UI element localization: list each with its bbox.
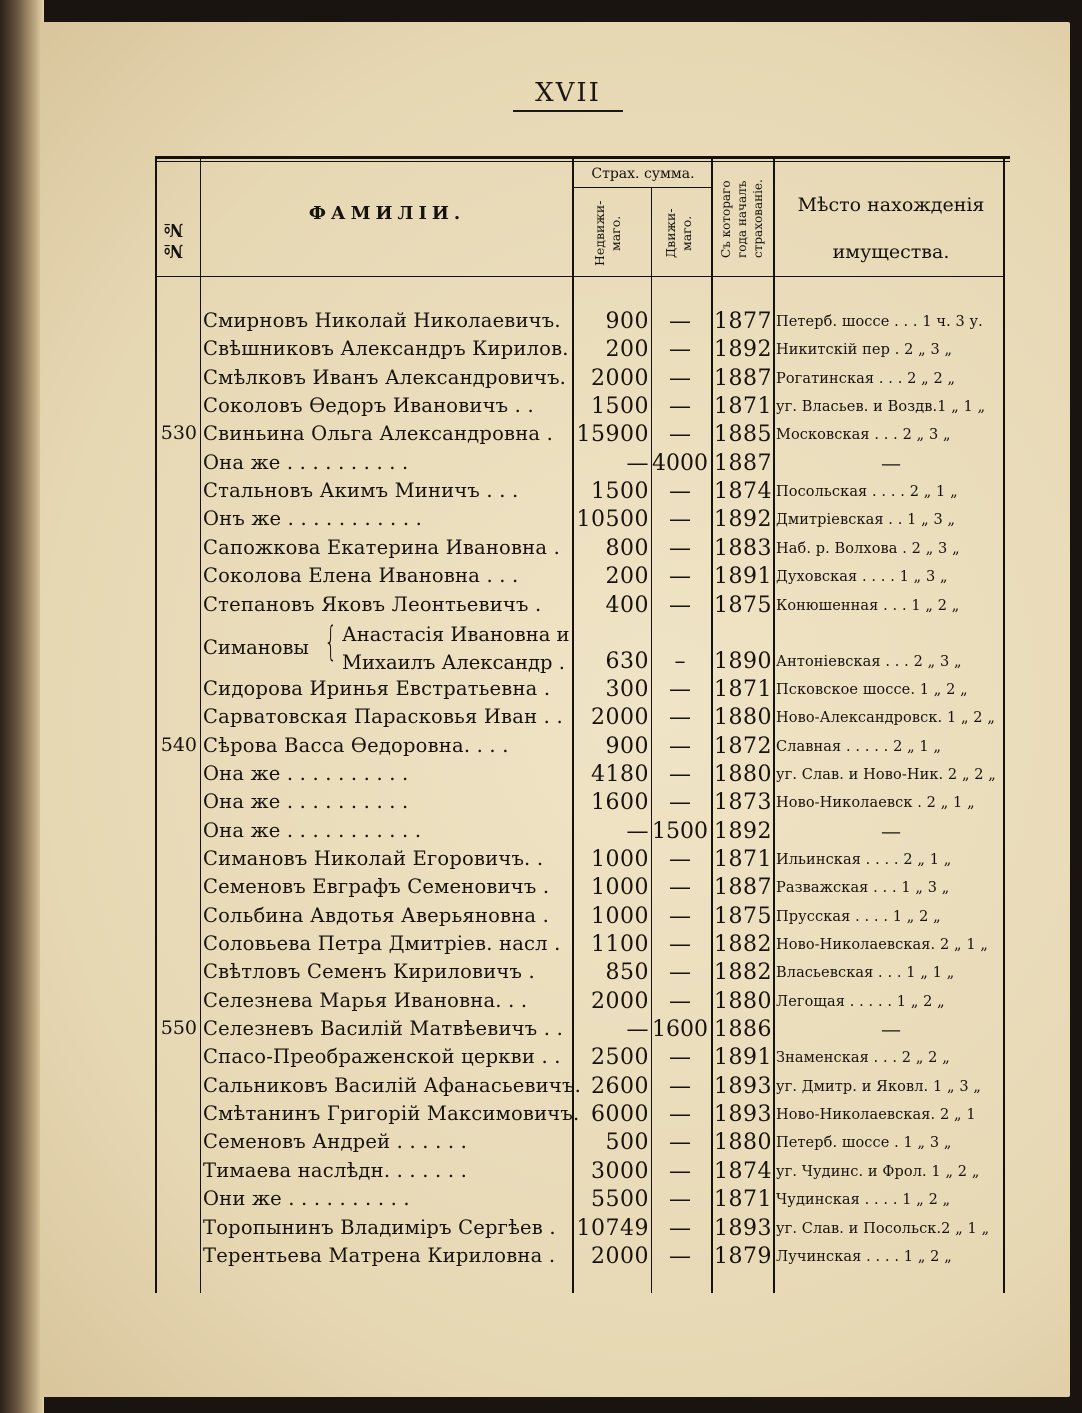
row-name: Соколовъ Ѳедоръ Ивановичъ . .	[203, 394, 534, 418]
row-real-sum: 10500	[576, 507, 649, 533]
sum-group-rule	[574, 187, 712, 188]
table-top-rule	[155, 156, 1010, 159]
row-real-sum: 1000	[591, 846, 649, 872]
row-year: 1874	[714, 1158, 772, 1184]
table-row	[0, 1159, 1082, 1187]
row-name: Селезнева Марья Ивановна. . .	[203, 988, 528, 1012]
row-year: 1871	[714, 394, 772, 420]
row-name: Степановъ Яковъ Леонтьевичъ .	[203, 592, 542, 616]
row-real-sum: 15900	[576, 422, 649, 448]
row-year: 1882	[714, 960, 772, 986]
row-movable-sum: —	[669, 733, 691, 759]
row-place: —	[881, 450, 901, 475]
row-movable-sum: —	[669, 479, 691, 505]
row-year: 1893	[714, 1073, 772, 1099]
table-row	[0, 932, 1082, 960]
row-movable-sum: —	[669, 1187, 691, 1213]
row-movable-sum: —	[669, 932, 691, 957]
row-real-sum: —	[626, 450, 649, 476]
row-movable-sum: —	[669, 960, 691, 986]
row-year: 1891	[714, 564, 772, 590]
row-name: Свѣтловъ Семенъ Кириловичъ .	[203, 960, 535, 984]
row-name: Семеновъ Андрей . . . . . .	[203, 1130, 468, 1154]
row-name: Свѣшниковъ Александръ Кирилов.	[203, 337, 569, 361]
row-name: Соколова Елена Ивановна . . .	[203, 564, 519, 588]
table-row	[0, 394, 1082, 422]
row-real-sum: 900	[605, 309, 649, 334]
row-number: 530	[160, 422, 197, 445]
table-row	[0, 1216, 1082, 1244]
row-movable-sum: –	[674, 648, 686, 674]
table-row	[0, 904, 1082, 932]
row-real-sum: 1000	[591, 875, 649, 901]
row-place: Духовская . . . . 1 „ 3 „	[776, 569, 948, 586]
row-year: 1886	[714, 1017, 772, 1043]
row-name: Торопынинъ Владиміръ Сергѣев .	[203, 1215, 556, 1239]
table-row	[0, 564, 1082, 592]
row-name: Свиньина Ольга Александровна .	[203, 422, 554, 446]
row-movable-sum: —	[669, 1158, 691, 1184]
row-year: 1892	[714, 337, 772, 363]
row-real-sum: 10749	[576, 1215, 649, 1241]
row-place: Ильинская . . . . 2 „ 1 „	[776, 851, 952, 868]
row-real-sum: 500	[605, 1130, 649, 1156]
row-place: Прусская . . . . 1 „ 2 „	[776, 908, 941, 925]
row-place: Легощая . . . . . 1 „ 2 „	[776, 993, 945, 1010]
row-real-sum: 5500	[591, 1187, 649, 1213]
table-row	[0, 479, 1082, 507]
row-place: уг. Слав. и Ново-Ник. 2 „ 2 „	[776, 766, 996, 783]
row-name: Сольбина Авдотья Аверьяновна .	[203, 903, 550, 927]
row-year: 1871	[714, 846, 772, 872]
row-name: Спасо-Преображенской церкви . .	[203, 1045, 561, 1069]
row-year: 1893	[714, 1215, 772, 1241]
header-sum-group: Страх. сумма.	[591, 166, 695, 182]
row-movable-sum: —	[669, 394, 691, 420]
row-name: Смѣтанинъ Григорій Максимовичъ.	[203, 1102, 580, 1126]
table-row	[0, 337, 1082, 365]
row-place: Власьевская . . . 1 „ 1 „	[776, 965, 955, 982]
row-real-sum: —	[626, 1017, 649, 1043]
row-year: 1891	[714, 1045, 772, 1071]
simanovy-line1: Анастасія Ивановна и	[342, 623, 570, 646]
header-real: Недвижи-маго.	[592, 200, 623, 266]
row-movable-sum: —	[669, 1130, 691, 1156]
row-number: 540	[160, 733, 197, 756]
row-place: Посольская . . . . 2 „ 1 „	[776, 484, 958, 501]
header-movable: Движи-маго.	[663, 208, 694, 258]
row-year: 1892	[714, 507, 772, 533]
row-real-sum: 200	[605, 564, 649, 590]
row-name: Терентьева Матрена Кириловна .	[203, 1243, 556, 1267]
row-real-sum: 2000	[591, 988, 649, 1014]
row-real-sum: 850	[605, 960, 649, 986]
row-real-sum: 2500	[591, 1045, 649, 1071]
row-name: Смирновъ Николай Николаевичъ.	[203, 309, 561, 332]
row-year: 1880	[714, 761, 772, 787]
row-place: Знаменская . . . 2 „ 2 „	[776, 1050, 950, 1067]
row-place: Московская . . . 2 „ 3 „	[776, 427, 951, 444]
header-bottom-rule	[155, 276, 1003, 277]
table-row	[0, 762, 1082, 790]
table-row	[0, 734, 1082, 762]
table-row	[0, 875, 1082, 903]
row-place: Лучинская . . . . 1 „ 2 „	[776, 1248, 952, 1265]
row-year: 1880	[714, 1130, 772, 1156]
row-place: Петерб. шоссе . . . 1 ч. 3 у.	[776, 314, 983, 330]
row-name: Сальниковъ Василій Афанасьевичъ.	[203, 1073, 581, 1097]
row-year: 1887	[714, 365, 772, 391]
row-year: 1880	[714, 705, 772, 731]
header-num: №№	[163, 219, 184, 261]
row-movable-sum: —	[669, 309, 691, 334]
row-real-sum: —	[626, 818, 649, 844]
row-year: 1872	[714, 733, 772, 759]
row-year: 1879	[714, 1243, 772, 1269]
row-year: 1871	[714, 1187, 772, 1213]
table-row	[0, 847, 1082, 875]
table-row	[0, 1045, 1082, 1073]
row-year: 1877	[714, 309, 772, 334]
row-place: уг. Власьев. и Воздв.1 „ 1 „	[776, 399, 986, 416]
table-row	[0, 705, 1082, 733]
page-number: XVII	[513, 78, 623, 112]
row-name: Сапожкова Екатерина Ивановна .	[203, 535, 560, 559]
row-real-sum: 1000	[591, 903, 649, 929]
header-names: ФАМИЛІИ.	[308, 203, 466, 224]
row-number: 550	[160, 1017, 197, 1040]
row-name: Стальновъ Акимъ Миничъ . . .	[203, 479, 519, 503]
row-name: Она же . . . . . . . . . .	[203, 790, 409, 814]
row-movable-sum: —	[669, 790, 691, 816]
row-place: Рогатинская . . . 2 „ 2 „	[776, 370, 956, 387]
row-place: Ново-Александровск. 1 „ 2 „	[776, 710, 995, 727]
row-movable-sum: —	[669, 1215, 691, 1241]
row-real-sum: 2000	[591, 1243, 649, 1269]
row-real-sum: 1500	[591, 394, 649, 420]
row-year: 1887	[714, 450, 772, 476]
row-year: 1883	[714, 535, 772, 561]
table-row	[0, 677, 1082, 705]
row-real-sum: 300	[605, 676, 649, 702]
row-real-sum: 1100	[591, 932, 649, 957]
row-name: Соловьева Петра Дмитріев. насл .	[203, 932, 561, 955]
table-row	[0, 422, 1082, 450]
table-row	[0, 1017, 1082, 1045]
row-year: 1885	[714, 422, 772, 448]
row-movable-sum: —	[669, 1073, 691, 1099]
row-movable-sum: —	[669, 988, 691, 1014]
table-row	[0, 451, 1082, 479]
table-row	[0, 790, 1082, 818]
table-top-rule-thin	[155, 161, 1010, 162]
row-place: Псковское шоссе. 1 „ 2 „	[776, 681, 968, 698]
row-real-sum: 800	[605, 535, 649, 561]
row-place: Наб. р. Волхова . 2 „ 3 „	[776, 540, 960, 557]
row-real-sum: 2600	[591, 1073, 649, 1099]
table-row	[0, 1130, 1082, 1158]
simanovy-surname: Симановы	[203, 636, 309, 659]
row-year: 1880	[714, 988, 772, 1014]
table-row	[0, 989, 1082, 1017]
row-year: 1871	[714, 676, 772, 702]
row-name: Онъ же . . . . . . . . . . .	[203, 507, 423, 531]
row-real-sum: 900	[605, 733, 649, 759]
row-movable-sum: —	[669, 1045, 691, 1071]
simanovy-brace: {	[324, 619, 338, 665]
row-name: Смѣлковъ Иванъ Александровичъ.	[203, 365, 567, 389]
table-row	[0, 309, 1082, 337]
row-movable-sum: —	[669, 507, 691, 533]
row-real-sum: 400	[605, 592, 649, 618]
row-real-sum: 200	[605, 337, 649, 363]
table-row	[0, 507, 1082, 535]
row-year: 1887	[714, 875, 772, 901]
row-place: Конюшенная . . . 1 „ 2 „	[776, 597, 960, 614]
row-name: Они же . . . . . . . . . .	[203, 1187, 410, 1211]
row-movable-sum: —	[669, 422, 691, 448]
row-place: Славная . . . . . 2 „ 1 „	[776, 738, 942, 755]
row-movable-sum: —	[669, 564, 691, 590]
row-name: Тимаева наслѣдн. . . . . . .	[203, 1158, 468, 1182]
row-year: 1892	[714, 818, 772, 844]
table-row	[0, 366, 1082, 394]
row-movable-sum: 1500	[652, 818, 708, 844]
row-movable-sum: —	[669, 365, 691, 391]
row-name: Селезневъ Василій Матвѣевичъ . .	[203, 1017, 563, 1041]
row-year: 1875	[714, 592, 772, 618]
table-row	[0, 1244, 1082, 1272]
row-year: 1875	[714, 903, 772, 929]
row-place: уг. Слав. и Посольск.2 „ 1 „	[776, 1220, 990, 1237]
row-year: 1874	[714, 479, 772, 505]
row-movable-sum: —	[669, 1102, 691, 1128]
row-name: Сѣрова Васса Ѳедоровна. . . .	[203, 733, 509, 757]
row-year: 1882	[714, 932, 772, 957]
row-place: Ново-Николаевская. 2 „ 1 „	[776, 937, 988, 953]
row-movable-sum: —	[669, 592, 691, 618]
header-place: Мѣсто нахожденія имущества.	[797, 194, 985, 263]
row-place: уг. Чудинс. и Фрол. 1 „ 2 „	[776, 1163, 980, 1180]
row-movable-sum: 4000	[652, 450, 708, 476]
row-name: Она же . . . . . . . . . .	[203, 761, 409, 785]
row-place: Никитскій пер . 2 „ 3 „	[776, 342, 953, 359]
row-name: Сарватовская Парасковья Иван . .	[203, 705, 563, 729]
row-movable-sum: —	[669, 1243, 691, 1269]
table-row	[0, 1074, 1082, 1102]
header-year: Съ котораго года началъ страхованіе.	[719, 179, 765, 259]
row-name: Она же . . . . . . . . . .	[203, 450, 409, 474]
row-place: Дмитріевская . . 1 „ 3 „	[776, 512, 956, 529]
row-movable-sum: —	[669, 337, 691, 363]
row-real-sum: 2000	[591, 365, 649, 391]
row-name: Она же . . . . . . . . . . .	[203, 818, 422, 842]
table-row	[0, 593, 1082, 621]
row-year: 1873	[714, 790, 772, 816]
row-name: Семеновъ Евграфъ Семеновичъ .	[203, 875, 550, 899]
row-real-sum: 4180	[591, 761, 649, 787]
row-real-sum: 630	[605, 648, 649, 674]
row-movable-sum: —	[669, 846, 691, 872]
row-movable-sum: —	[669, 705, 691, 731]
row-place: Ново-Николаевск . 2 „ 1 „	[776, 795, 975, 812]
row-year: 1890	[714, 648, 772, 674]
row-movable-sum: —	[669, 875, 691, 901]
table-row	[0, 1102, 1082, 1130]
row-place: —	[881, 1017, 901, 1042]
row-place: Ново-Николаевская. 2 „ 1	[776, 1107, 976, 1124]
row-place: Антоніевская . . . 2 „ 3 „	[776, 653, 962, 670]
row-movable-sum: —	[669, 761, 691, 787]
table-row	[0, 1187, 1082, 1215]
table-row	[0, 960, 1082, 988]
row-place: Чудинская . . . . 1 „ 2 „	[776, 1192, 951, 1209]
row-place: Петерб. шоссе . 1 „ 3 „	[776, 1135, 952, 1152]
row-place: уг. Дмитр. и Яковл. 1 „ 3 „	[776, 1078, 981, 1095]
row-place: —	[881, 818, 901, 843]
row-movable-sum: —	[669, 535, 691, 561]
row-year: 1893	[714, 1102, 772, 1128]
row-real-sum: 1600	[591, 790, 649, 816]
row-real-sum: 6000	[591, 1102, 649, 1128]
table-row	[0, 819, 1082, 847]
row-real-sum: 2000	[591, 705, 649, 731]
row-real-sum: 1500	[591, 479, 649, 505]
row-name: Сидорова Иринья Евстратьевна .	[203, 676, 551, 700]
row-movable-sum: —	[669, 903, 691, 929]
row-movable-sum: —	[669, 676, 691, 702]
row-name: Симановъ Николай Егоровичъ. .	[203, 846, 544, 870]
simanovy-line2: Михаилъ Александр .	[342, 651, 565, 674]
row-place: Разважская . . . 1 „ 3 „	[776, 880, 950, 897]
table-row	[0, 536, 1082, 564]
row-movable-sum: 1600	[652, 1017, 708, 1043]
row-real-sum: 3000	[591, 1158, 649, 1184]
